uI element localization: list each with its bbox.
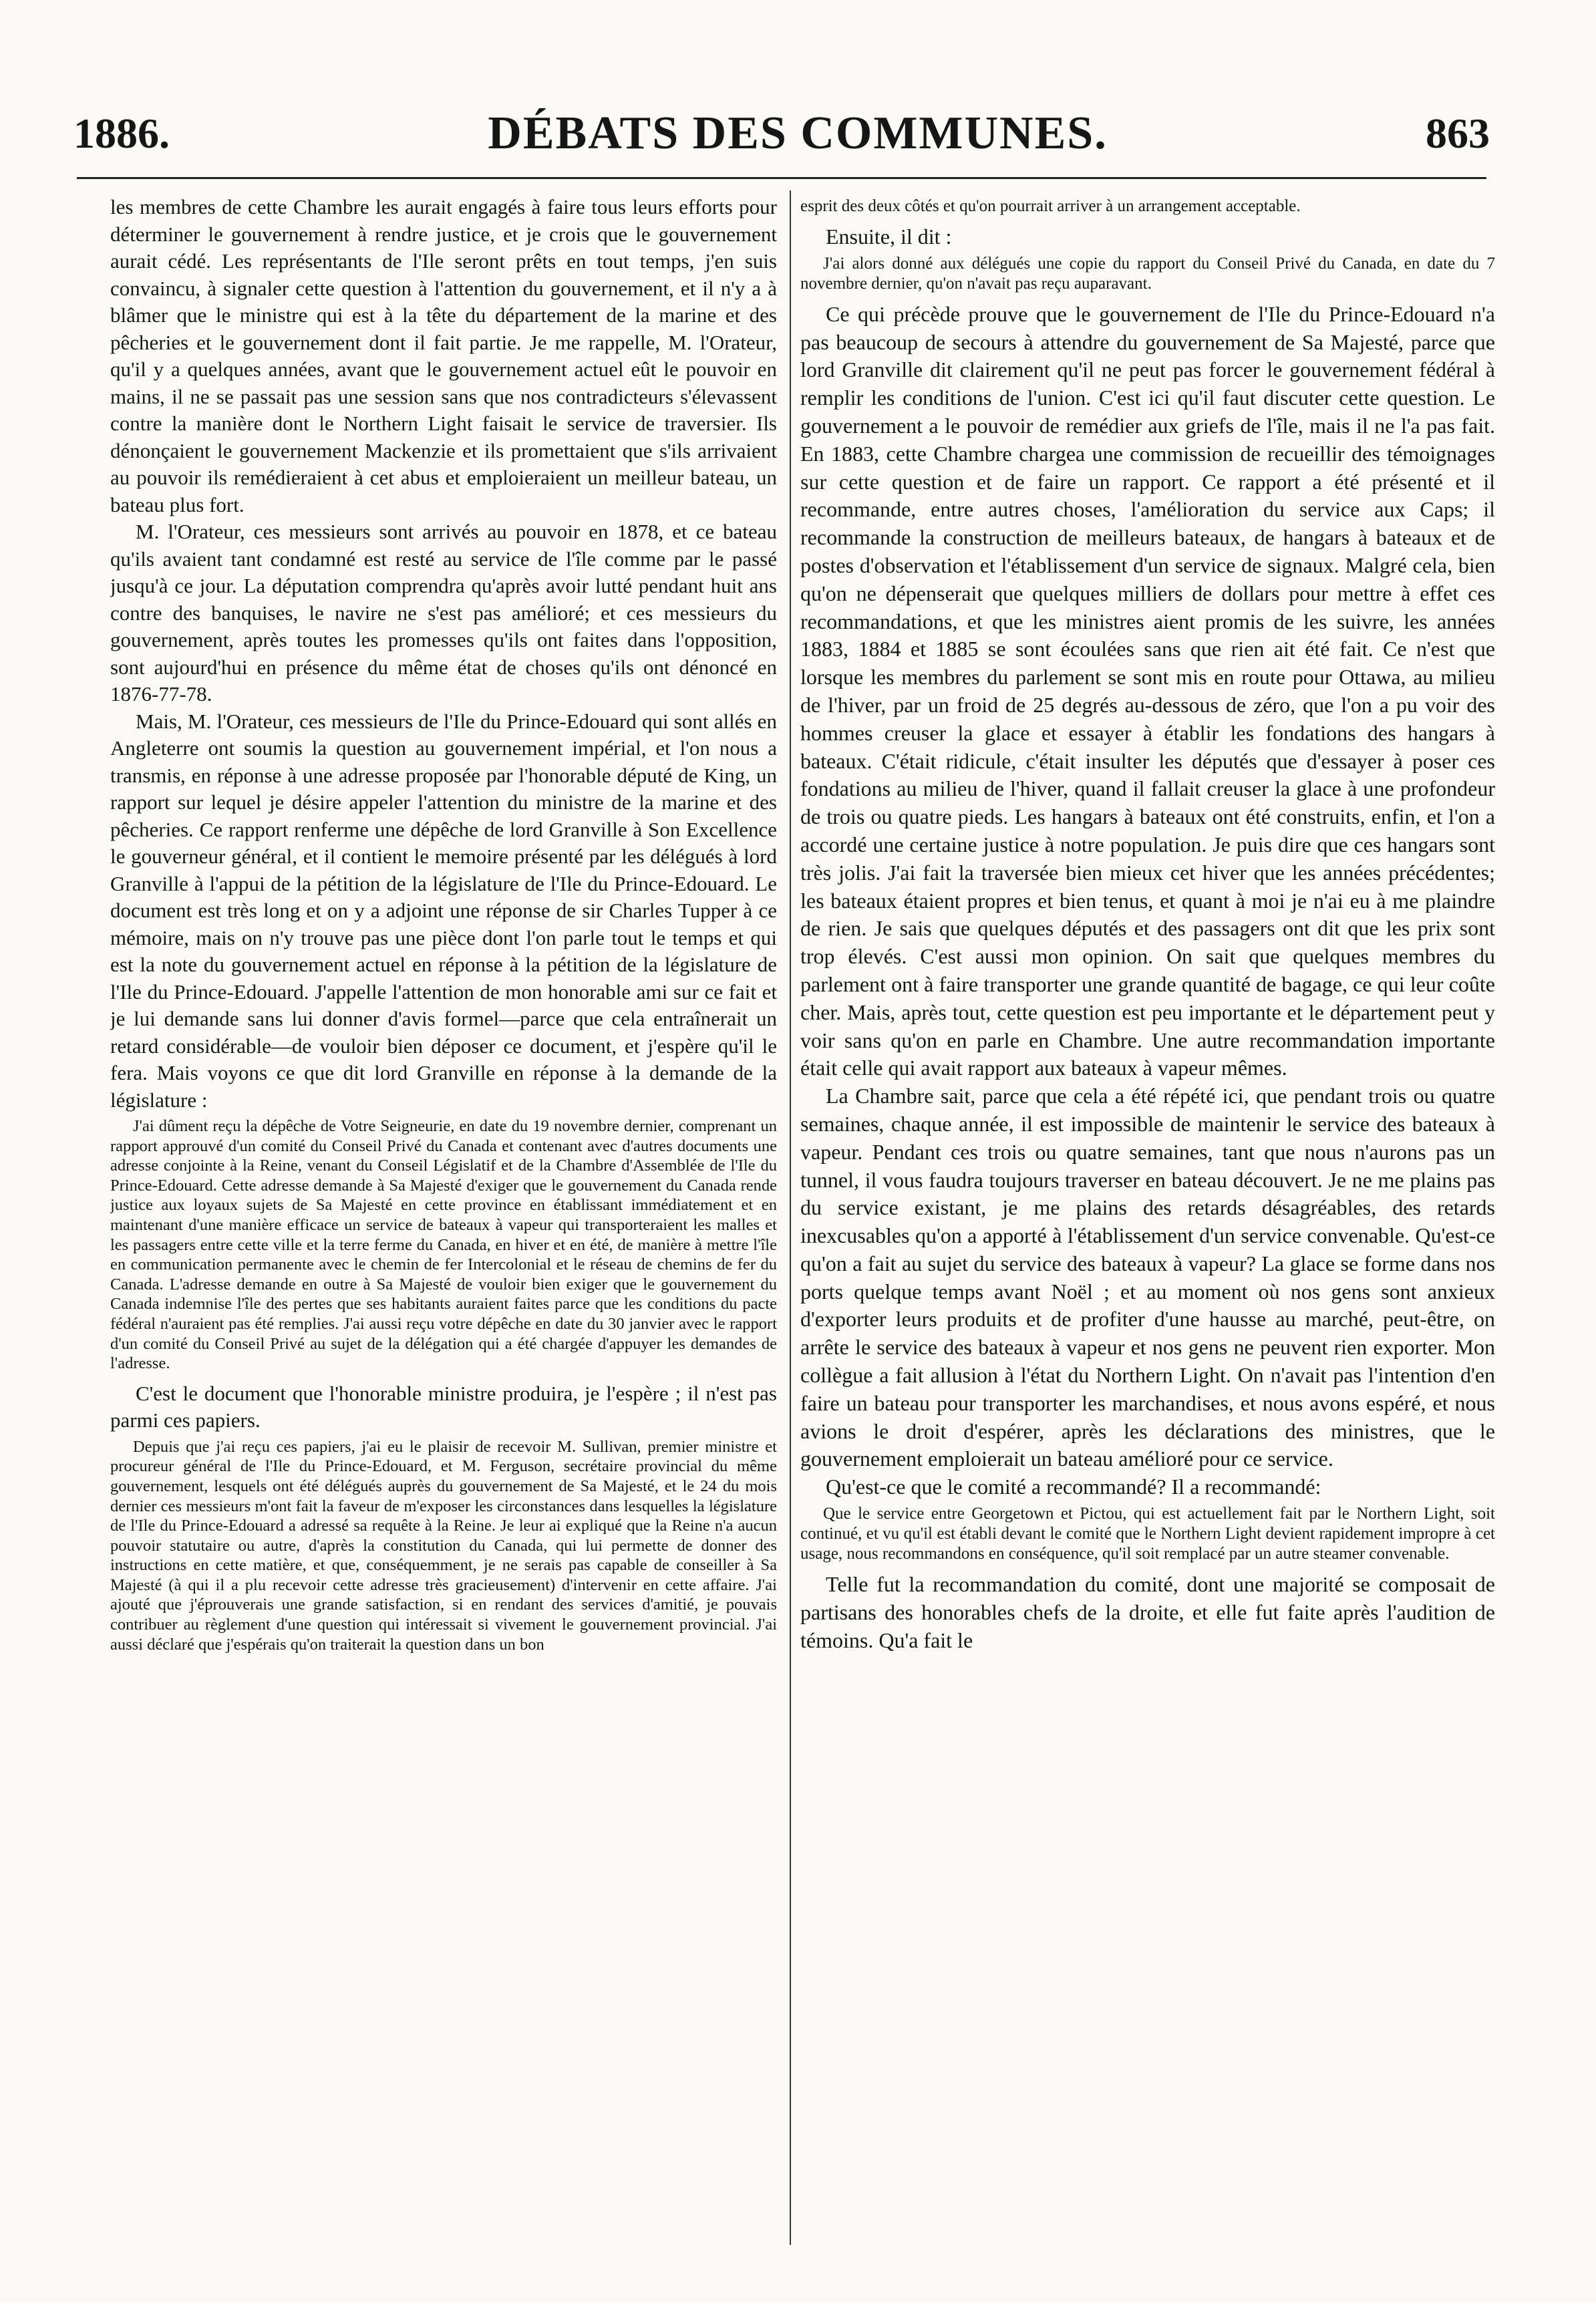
- page-header: [73, 100, 1490, 167]
- header-year: 1886.: [73, 110, 170, 157]
- paragraph: Ensuite, il dit :: [826, 224, 952, 249]
- paragraph: C'est le document que l'honorable ministre produira, je l'espère ; il n'est pas parmi ces papiers.: [110, 1381, 777, 1432]
- block-quote: Depuis que j'ai reçu ces papiers, j'ai eu le plaisir de recevoir M. Sullivan, premier ministre et procureur général de l'Ile du Prince-Edouard, et M. Ferguson, secrétaire provincial du même gouvernement, lesquels ont été délégués auprès du gouvernement de Sa Majesté, et le 24 du mois dernier ces messieurs m'ont fait la faveur de m'exposer les circonstances dans lesquelles la législature de l'Ile du Prince-Edouard a adressé sa requête à la Reine. Je leur ai expliqué que la Reine n'a aucun pouvoir statutaire ou autre, d'après la constitution du Canada, qui lui permette de donner des instructions en cette matière, et que, conséquemment, je ne serais pas capable de conseiller à Sa Majesté (à qui il a plu recevoir cette adresse très gracieusement) d'intervenir en cette affaire. J'ai ajouté que j'éprouverais une grande satisfaction, si en rendant des services d'amitié, je pouvais contribuer au règlement d'une question qui intéressait si vivement le gouvernement provincial. J'ai aussi déclaré que j'espérais qu'on traiterait la question dans un bon: [110, 1437, 777, 1654]
- paragraph: Telle fut la recommandation du comité, dont une majorité se composait de partisans des honorables chefs de la droite, et elle fut faite après l'audition de témoins. Qu'a fait le: [800, 1572, 1495, 1652]
- header-rule: [77, 177, 1486, 179]
- right-column: [800, 194, 1495, 2248]
- paragraph: La Chambre sait, parce que cela a été répété ici, que pendant trois ou quatre semaines, chaque année, il est impossible de maintenir le service des bateaux à vapeur. Pendant ces trois ou quatre semaines, tant que nous n'aurons pas un tunnel, il vous faudra toujours traverser en bateau découvert. Je ne me plains pas du service existant, je me plains des retards désagréables, des retards inexcusables qu'on a apporté à l'établissement d'un service convenable. Qu'est-ce qu'on a fait au sujet du service des bateaux à vapeur? La glace se forme dans nos ports quelque temps avant Noël ; et au moment où nos gens sont anxieux d'exporter leurs produits et de profiter d'une hausse au marché, peut-être, on arrête le service des bateaux à vapeur et nos gens ne peuvent rien exporter. Mon collègue a fait allusion à l'état du Northern Light. On n'avait pas l'intention d'en faire un bateau pour transporter les marchandises, et nous avons espéré, et nous avions le droit d'espérer, après les déclarations des ministres, que le gouvernement emploierait un bateau amélioré pour ce service.: [800, 1084, 1495, 1471]
- left-column: [110, 194, 777, 2248]
- paragraph: Mais, M. l'Orateur, ces messieurs de l'Ile du Prince-Edouard qui sont allés en Angleterre ont soumis la question au gouvernement impérial, et l'on nous a transmis, en réponse à une adresse proposée par l'honorable député de King, un rapport sur lequel je désire appeler l'attention du ministre de la marine et des pêcheries. Ce rapport renferme une dépêche de lord Granville à Son Excellence le gouverneur général, et il contient le memoire présenté par les délégués à lord Granville à l'appui de la pétition de la législature de l'Ile du Prince-Edouard. Le document est très long et on y a adjoint une réponse de sir Charles Tupper à ce mémoire, mais on n'y trouve pas une pièce dont l'on parle tout le temps et qui est la note du gouvernement actuel en réponse à la pétition de la législature de l'Ile du Prince-Edouard. J'appelle l'attention de mon honorable ami sur ce fait et je lui demande sans lui donner d'avis formel—parce que cela entraînerait un retard considérable—de vouloir bien déposer ce document, et j'espère qu'il le fera. Mais voyons ce que dit lord Granville en réponse à la demande de la législature :: [110, 709, 777, 1112]
- paragraph: M. l'Orateur, ces messieurs sont arrivés au pouvoir en 1878, et ce bateau qu'ils avaient tant condamné est resté au service de l'île comme par le passé jusqu'à ce jour. La députation comprendra qu'après avoir lutté pendant huit ans contre des banquises, le navire ne s'est pas amélioré; et ces messieurs du gouvernement, après toutes les promesses qu'ils ont faites dans l'opposition, sont aujourd'hui en présence du même état de choses qu'ils ont dénoncé en 1876-77-78.: [110, 520, 777, 706]
- paragraph: les membres de cette Chambre les aurait engagés à faire tous leurs efforts pour déterminer le gouvernement à rendre justice, et je crois que le gouvernement aurait cédé. Les représentants de l'Ile seront prêts en tout temps, j'en suis convaincu, à signaler cette question à l'attention du gouvernement, et il n'y a à blâmer que le ministre qui est à la tête du département de la marine et des pêcheries et le gouvernement dont il fait partie. Je me rappelle, M. l'Orateur, qu'il y a quelques années, avant que le gouvernement actuel eût le pouvoir en mains, il ne se passait pas une session sans que nos contradicteurs s'élevassent contre la manière dont le Northern Light faisait le service de traversier. Ils dénonçaient le gouvernement Mackenzie et ils promettaient que s'ils arrivaient au pouvoir ils remédieraient à cet abus et emploieraient un meilleur bateau, un bateau plus fort.: [110, 195, 777, 516]
- header-title: DÉBATS DES COMMUNES.: [488, 108, 1108, 159]
- block-quote: Que le service entre Georgetown et Pictou, qui est actuellement fait par le Northern Light, soit continué, et vu qu'il est établi devant le comité que le Northern Light devient rapidement impropre à cet usage, nous recommandons en conséquence, qu'il soit remplacé par un autre steamer convenable.: [800, 1505, 1495, 1563]
- block-quote: esprit des deux côtés et qu'on pourrait arriver à un arrangement acceptable.: [800, 197, 1301, 215]
- paragraph: Qu'est-ce que le comité a recommandé? Il a recommandé:: [826, 1475, 1321, 1499]
- paragraph: Ce qui précède prouve que le gouvernement de l'Ile du Prince-Edouard n'a pas beaucoup de secours à attendre du gouvernement de Sa Majesté, parce que lord Granville dit clairement qu'il ne peut pas forcer le gouvernement fédéral à remplir les conditions de l'union. C'est ici qu'il faut discuter cette question. Le gouvernement a le pouvoir de remédier aux griefs de l'île, mais il ne l'a pas fait. En 1883, cette Chambre chargea une commission de recueillir des témoignages sur cette question et de faire un rapport. Ce rapport a été présenté et il recommande, entre autres choses, l'amélioration du service aux Caps; il recommande la construction de meilleurs bateaux, de hangars à bateaux et de postes d'observation et l'établissement d'un service de signaux. Malgré cela, bien qu'on ne dépenserait que quelques milliers de dollars pour mettre à effet ces recommandations, et que les ministres aient promis de les suivre, les années 1883, 1884 et 1885 se sont écoulées sans que rien ait été fait. Ce n'est que lorsque les membres du parlement se sont mis en route pour Ottawa, au milieu de l'hiver, par un froid de 25 degrés au-dessous de zéro, que l'on a pu voir des hommes creuser la glace et essayer à établir les fondations des hangars à bateaux. C'était ridicule, c'était insulter les députés que d'essayer à poser ces fondations au milieu de l'hiver, quand il fallait creuser la glace à une profondeur de trois ou quatre pieds. Les hangars à bateaux ont été construits, enfin, et l'on a accordé une certaine justice à notre population. Je puis dire que ces hangars sont très jolis. J'ai fait la traversée bien mieux cet hiver que les années précédentes; les bateaux étaient propres et bien tenus, et quant à moi je n'ai eu à me plaindre de rien. Je sais que quelques députés et des passagers ont dit que les prix sont trop élevés. C'est aussi mon opinion. On sait que quelques membres du parlement ont à faire transporter une grande quantité de bagage, ce qui leur coûte cher. Mais, après tout, cette question est peu importante et le département peut y voir sans qu'on en parle en Chambre. Une autre recommandation importante était celle qui avait rapport aux bateaux à vapeur mêmes.: [800, 301, 1495, 1080]
- block-quote: J'ai dûment reçu la dépêche de Votre Seigneurie, en date du 19 novembre dernier, comprenant un rapport approuvé d'un comité du Conseil Privé du Canada et contenant avec d'autres documents une adresse conjointe à la Reine, venant du Conseil Législatif et de la Chambre d'Assemblée de l'Ile du Prince-Edouard. Cette adresse demande à Sa Majesté d'exiger que le gouvernement du Canada rende justice aux loyaux sujets de Sa Majesté en cette province en établissant immédiatement et en maintenant d'une manière efficace un service de bateaux à vapeur qui transporteraient les malles et les passagers entre cette ville et la terre ferme du Canada, en hiver et en été, de manière à mettre l'île en communication permanente avec le chemin de fer Intercolonial et le réseau de chemins de fer du Canada. L'adresse demande en outre à Sa Majesté de vouloir bien exiger que le gouvernement du Canada indemnise l'île des pertes que ses habitants auraient faites parce que les conditions du pacte fédéral n'auraient pas été remplies. J'ai aussi reçu votre dépêche en date du 30 janvier avec le rapport d'un comité du Conseil Privé au sujet de la délégation qui a été chargée d'appuyer les demandes de l'adresse.: [110, 1117, 777, 1373]
- column-divider: [790, 190, 791, 2245]
- header-page-number: 863: [1425, 110, 1490, 157]
- block-quote: J'ai alors donné aux délégués une copie du rapport du Conseil Privé du Canada, en date du 7 novembre dernier, qu'on n'avait pas reçu auparavant.: [800, 254, 1495, 293]
